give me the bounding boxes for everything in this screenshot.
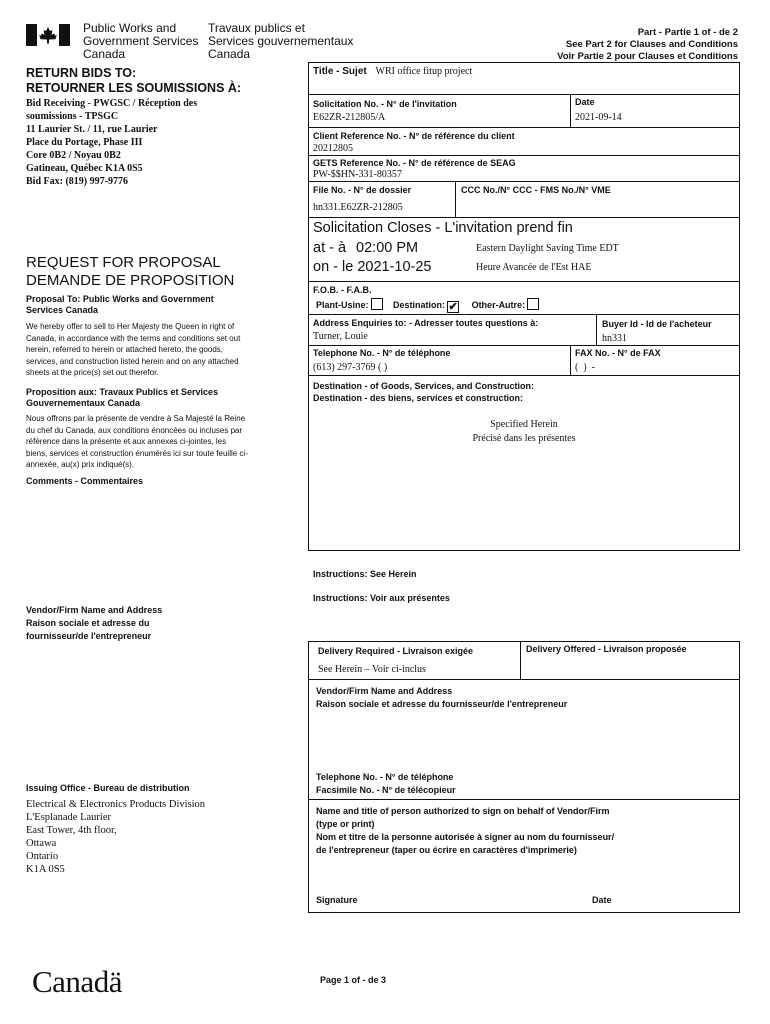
offer-text-en: We hereby offer to sell to Her Majesty the Queen in right of Canada, in accordance with the terms and conditions set out herein, referred to herein or attached hereto, the goods, services, and construction listed herein and on any attached sheets at the price(s) set out therefor. — [26, 322, 241, 377]
timezone-fr: Heure Avancée de l'Est HAE — [476, 262, 592, 273]
plant-checkbox[interactable] — [371, 298, 383, 310]
department-name-fr: Travaux publics et Services gouvernementaux Canada — [208, 21, 354, 61]
vendor-firm-field[interactable] — [316, 712, 732, 766]
issuing-office-address: Electrical & Electronics Products Division L'Esplanade Laurier East Tower, 4th floor, Ottawa Ontario K1A 0S5 — [26, 799, 206, 875]
buyer-id-value: hn331 — [602, 333, 627, 344]
authorized-person-label: Name and title of person authorized to sign on behalf of Vendor/Firm (type or print) Nom et titre de la personne autorisée à signer au nom du fournisseur/ de l'entrepreneur (taper ou écrire en caractères d'imprimerie) — [316, 806, 615, 855]
title-value: WRI office fitup project — [375, 66, 473, 77]
instructions-fr: Instructions: Voir aux présentes — [313, 593, 450, 603]
delivery-required-label: Delivery Required - Livraison exigée — [318, 646, 474, 656]
solicitation-closes-label: Solicitation Closes - L'invitation prend fin — [313, 220, 573, 236]
ccc-fms-label: CCC No./N° CCC - FMS No./N° VME — [461, 185, 611, 195]
vendor-firm-label: Vendor/Firm Name and Address Raison sociale et adresse du fournisseur/de l'entrepreneur — [316, 686, 568, 709]
date-value: 2021-09-14 — [575, 112, 622, 123]
vendor-contact-labels — [316, 771, 456, 797]
delivery-offered-label: Delivery Offered - Livraison proposée — [526, 644, 687, 654]
fax-value: ( ) - — [575, 362, 595, 373]
signature-date-label: Date — [592, 895, 612, 905]
instructions-en: Instructions: See Herein — [313, 569, 417, 579]
closing-time-value: 02:00 PM — [356, 240, 419, 256]
return-bids-heading: RETURN BIDS TO: RETOURNER LES SOUMISSIONS À: — [26, 66, 242, 95]
client-ref-value: 20212805 — [313, 143, 353, 154]
buyer-id-label: Buyer Id - Id de l'acheteur — [602, 319, 712, 329]
solicitation-no-value: E62ZR-212805/A — [313, 112, 386, 123]
destination-checkbox[interactable] — [447, 301, 459, 313]
canada-flag-icon — [26, 24, 70, 46]
signature-label: Signature — [316, 895, 358, 905]
page-number: Page 1 of - de 3 — [320, 975, 387, 985]
issuing-office-label: Issuing Office - Bureau de distribution — [26, 783, 190, 793]
canada-wordmark: Canadä — [32, 964, 122, 999]
delivery-required-value: See Herein – Voir ci-inclus — [318, 664, 426, 675]
other-checkbox[interactable] — [527, 298, 539, 310]
closing-date: on - le 2021-10-25 — [313, 259, 432, 275]
vendor-telephone-label: Telephone No. - N° de téléphone — [316, 772, 454, 782]
authorized-person-field[interactable] — [316, 862, 732, 888]
rfp-heading: REQUEST FOR PROPOSAL DEMANDE DE PROPOSITION — [26, 254, 235, 289]
closing-date-value: 2021-10-25 — [357, 259, 432, 275]
check-icon: ✔ — [448, 301, 458, 313]
fob-options: Plant-Usine: Destination: ✔ Other-Autre: — [316, 298, 543, 313]
fob-label: F.O.B. - F.A.B. — [313, 285, 372, 295]
destination-value: Specified Herein Précisé dans les présentes — [472, 419, 576, 444]
address-enquiries-label: Address Enquiries to: - Adresser toutes questions à: — [313, 318, 539, 328]
gets-ref-label: GETS Reference No. - N° de référence de SEAG — [313, 158, 516, 168]
vendor-fax-label: Facsimile No. - N° de télécopieur — [316, 785, 456, 795]
vendor-name-address-label: Vendor/Firm Name and Address Raison sociale et adresse du fournisseur/de l'entrepreneur — [26, 605, 163, 641]
client-ref-label: Client Reference No. - N° de référence du client — [313, 131, 515, 141]
address-enquiries-value: Turner, Louie — [313, 331, 368, 342]
closing-time: at - à 02:00 PM — [313, 240, 419, 256]
proposition-aux: Proposition aux: Travaux Publics et Services Gouvernementaux Canada — [26, 387, 219, 408]
telephone-label: Telephone No. - N° de téléphone — [313, 348, 451, 358]
proposal-to: Proposal To: Public Works and Government Services Canada — [26, 294, 214, 315]
part-indicator: Part - Partie 1 of - de 2 See Part 2 for Clauses and Conditions Voir Partie 2 pour Clauses et Conditions — [557, 27, 738, 62]
fax-label: FAX No. - N° de FAX — [575, 348, 661, 358]
solicitation-no-label: Solicitation No. - N° de l'invitation — [313, 99, 457, 109]
date-label: Date — [575, 97, 595, 107]
telephone-value: (613) 297-3769 ( ) — [313, 362, 388, 373]
gets-ref-value: PW-$$HN-331-80357 — [313, 169, 402, 180]
bid-receiving-address: Bid Receiving - PWGSC / Réception des soumissions - TPSGC 11 Laurier St. / 11, rue Laurier Place du Portage, Phase III Core 0B2 / Noyau 0B2 Gatineau, Québec K1A 0S5 Bid Fax: (819) 997-9776 — [26, 98, 198, 187]
destination-label: Destination - of Goods, Services, and Construction: Destination - des biens, services et construction: — [313, 381, 535, 403]
timezone-en: Eastern Daylight Saving Time EDT — [476, 243, 619, 254]
comments-label: Comments - Commentaires — [26, 476, 144, 486]
offer-text-fr: Nous offrons par la présente de vendre à Sa Majesté la Reine du chef du Canada, aux conditions énoncées ou incluses par référence dans la présente et aux annexes ci-jointes, les biens, services et construction énumérés ici sur toute feuille ci-annexée, au(x) prix indiqué(s). — [26, 414, 248, 469]
department-name-en: Public Works and Government Services Canada — [83, 21, 199, 61]
file-no-value: hn331.E62ZR-212805 — [313, 202, 403, 213]
file-no-label: File No. - N° de dossier — [313, 185, 412, 195]
title-field: Title - Sujet WRI office fitup project — [313, 66, 473, 77]
